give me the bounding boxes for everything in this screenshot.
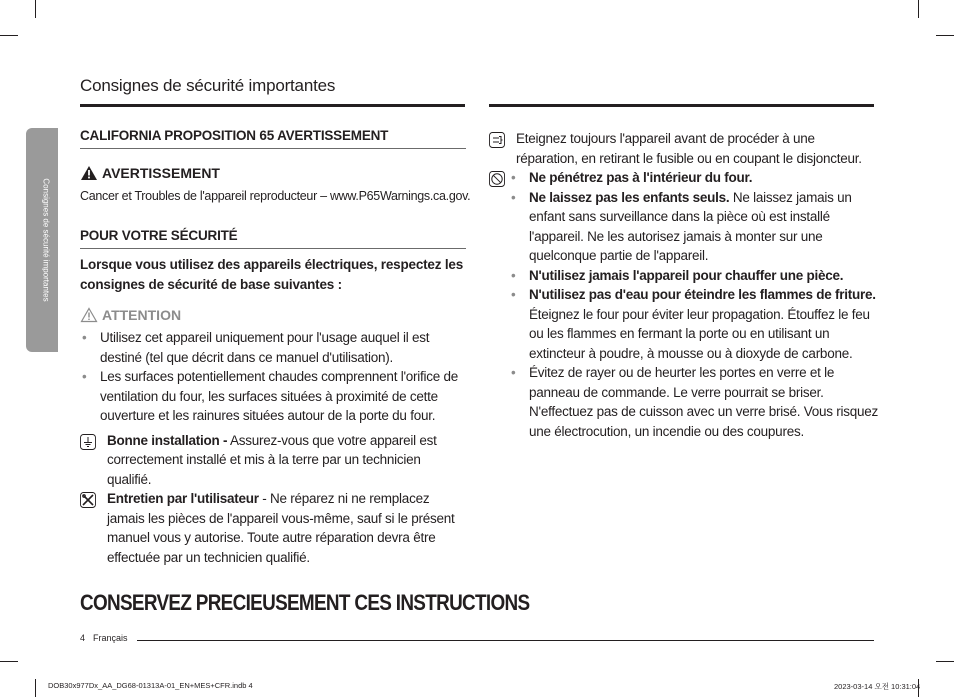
- list-item-text: Éteignez le four pour éviter leur propagation. Étouffez le feu ou les flammes en fermant la porte ou en utilisant un extincteur à poudre, à mousse ou à dioxyde de carbone.: [529, 306, 870, 361]
- page-number: 4: [80, 633, 86, 643]
- warning-row: [80, 163, 466, 183]
- list-item: • N'utilisez jamais l'appareil pour chauffer une pièce.: [511, 267, 844, 283]
- california-prop65-heading: CALIFORNIA PROPOSITION 65 AVERTISSEMENT: [80, 126, 466, 149]
- left-column: [80, 126, 471, 567]
- footer-rule: [137, 640, 874, 641]
- tools-prohibited-icon: [80, 492, 96, 508]
- unplug-text: Eteignez toujours l'appareil avant de procéder à une réparation, en retirant le fusible ou en coupant le disjoncteur.: [516, 131, 862, 166]
- crop-mark: [918, 0, 919, 18]
- crop-mark: [936, 661, 954, 662]
- installation-bold: Bonne installation -: [107, 432, 228, 448]
- attention-bullet-list: [80, 328, 466, 426]
- warning-triangle-icon: [80, 165, 98, 181]
- list-item: • N'utilisez pas d'eau pour éteindre les flammes de friture. Éteignez le four pour éviter leur propagation. Étouffez le feu ou les flammes en fermant la porte ou en utilisant un extincteur à poudre, à mousse ou à dioxyde de carbone.: [511, 287, 876, 361]
- installation-text: Assurez-vous que votre appareil est correctement installé et mis à la terre par un technicien qualifié.: [107, 432, 437, 487]
- right-column: [489, 129, 879, 441]
- crop-mark: [35, 0, 36, 18]
- prohibited-actions-block: [489, 168, 879, 441]
- ground-plug-icon: [80, 434, 96, 450]
- prohibited-bullet-list: [509, 168, 879, 441]
- list-item: • Évitez de rayer ou de heurter les portes en verre et le panneau de commande. Le verre pourrait se briser. N'effectuez pas de cuisson avec un verre brisé. Vous risquez une électrocution, un incendie ou des coupures.: [511, 365, 879, 439]
- prop65-warning-text: Cancer et Troubles de l'appareil reproducteur – www.P65Warnings.ca.gov.: [80, 189, 471, 203]
- header-rule-left: [80, 104, 465, 107]
- safety-heading: POUR VOTRE SÉCURITÉ: [80, 226, 466, 249]
- page-header-title: Consignes de sécurité importantes: [80, 76, 336, 95]
- list-item: • Ne pénétrez pas à l'intérieur du four.: [511, 170, 753, 185]
- maintenance-text: - Ne réparez ni ne remplacez jamais les pièces de l'appareil vous-même, sauf si le présent manuel vous y autorise. Toute autre réparation devra être effectuée par un technicien qualifié.: [107, 491, 455, 565]
- list-item-bold: N'utilisez jamais l'appareil pour chauffer une pièce.: [529, 267, 844, 283]
- crop-mark: [35, 679, 36, 697]
- list-item-text: Évitez de rayer ou de heurter les portes en verre et le panneau de commande. Le verre pourrait se briser. N'effectuez pas de cuisson avec un verre brisé. Vous risquez une électrocution, un incendie ou des coupures.: [529, 365, 879, 439]
- side-section-tab-label: Consignes de sécurité importantes: [41, 178, 51, 302]
- maintenance-item: [80, 489, 466, 567]
- list-item-text: Ne laissez jamais un enfant sans surveillance dans la pièce où est installé l'appareil. Ne les autorisez jamais à monter sur une quelconque partie de l'appareil.: [529, 189, 852, 263]
- unplug-icon: [489, 132, 505, 148]
- print-file-info: DOB30x977Dx_AA_DG68-01313A-01_EN+MES+CFR.indb 4: [48, 681, 253, 690]
- warning-label: AVERTISSEMENT: [102, 165, 220, 181]
- list-item: • Utilisez cet appareil uniquement pour l'usage auquel il est destiné (tel que décrit dans ce manuel d'utilisation).: [82, 330, 430, 365]
- safety-lead-text: Lorsque vous utilisez des appareils électriques, respectez les consignes de sécurité de base suivantes :: [80, 257, 464, 292]
- print-date: 2023-03-14 오전 10:31:04: [834, 682, 921, 691]
- crop-mark: [0, 35, 18, 36]
- attention-label: ATTENTION: [102, 307, 182, 323]
- installation-item: [80, 431, 466, 490]
- crop-mark: [936, 35, 954, 36]
- list-item-text: Utilisez cet appareil uniquement pour l'usage auquel il est destiné (tel que décrit dans ce manuel d'utilisation).: [100, 330, 430, 365]
- page-language: Français: [93, 633, 128, 643]
- header-rule-right: [489, 104, 874, 107]
- list-item-bold: Ne pénétrez pas à l'intérieur du four.: [529, 170, 753, 185]
- list-item-bold: N'utilisez pas d'eau pour éteindre les flammes de friture.: [529, 287, 876, 302]
- prohibited-icon: [489, 171, 505, 187]
- crop-mark: [0, 661, 18, 662]
- list-item: • Ne laissez pas les enfants seuls. Ne laissez jamais un enfant sans surveillance dans la pièce où est installé l'appareil. Ne les autorisez jamais à monter sur une quelconque partie de l'appareil.: [511, 189, 852, 263]
- list-item-text: Les surfaces potentiellement chaudes comprennent l'orifice de ventilation du four, les surfaces situées à proximité de cette ouverture et les rainures situées autour de la porte du four.: [100, 369, 459, 423]
- main-heading: CONSERVEZ PRECIEUSEMENT CES INSTRUCTIONS: [80, 590, 530, 615]
- list-item: • Les surfaces potentiellement chaudes comprennent l'orifice de ventilation du four, les surfaces situées à proximité de cette ouverture et les rainures situées autour de la porte du four.: [82, 369, 459, 423]
- unplug-item: [489, 129, 879, 168]
- attention-row: [80, 305, 466, 325]
- maintenance-bold: Entretien par l'utilisateur: [107, 491, 259, 506]
- caution-triangle-icon: [80, 307, 98, 323]
- list-item-bold: Ne laissez pas les enfants seuls.: [529, 189, 730, 205]
